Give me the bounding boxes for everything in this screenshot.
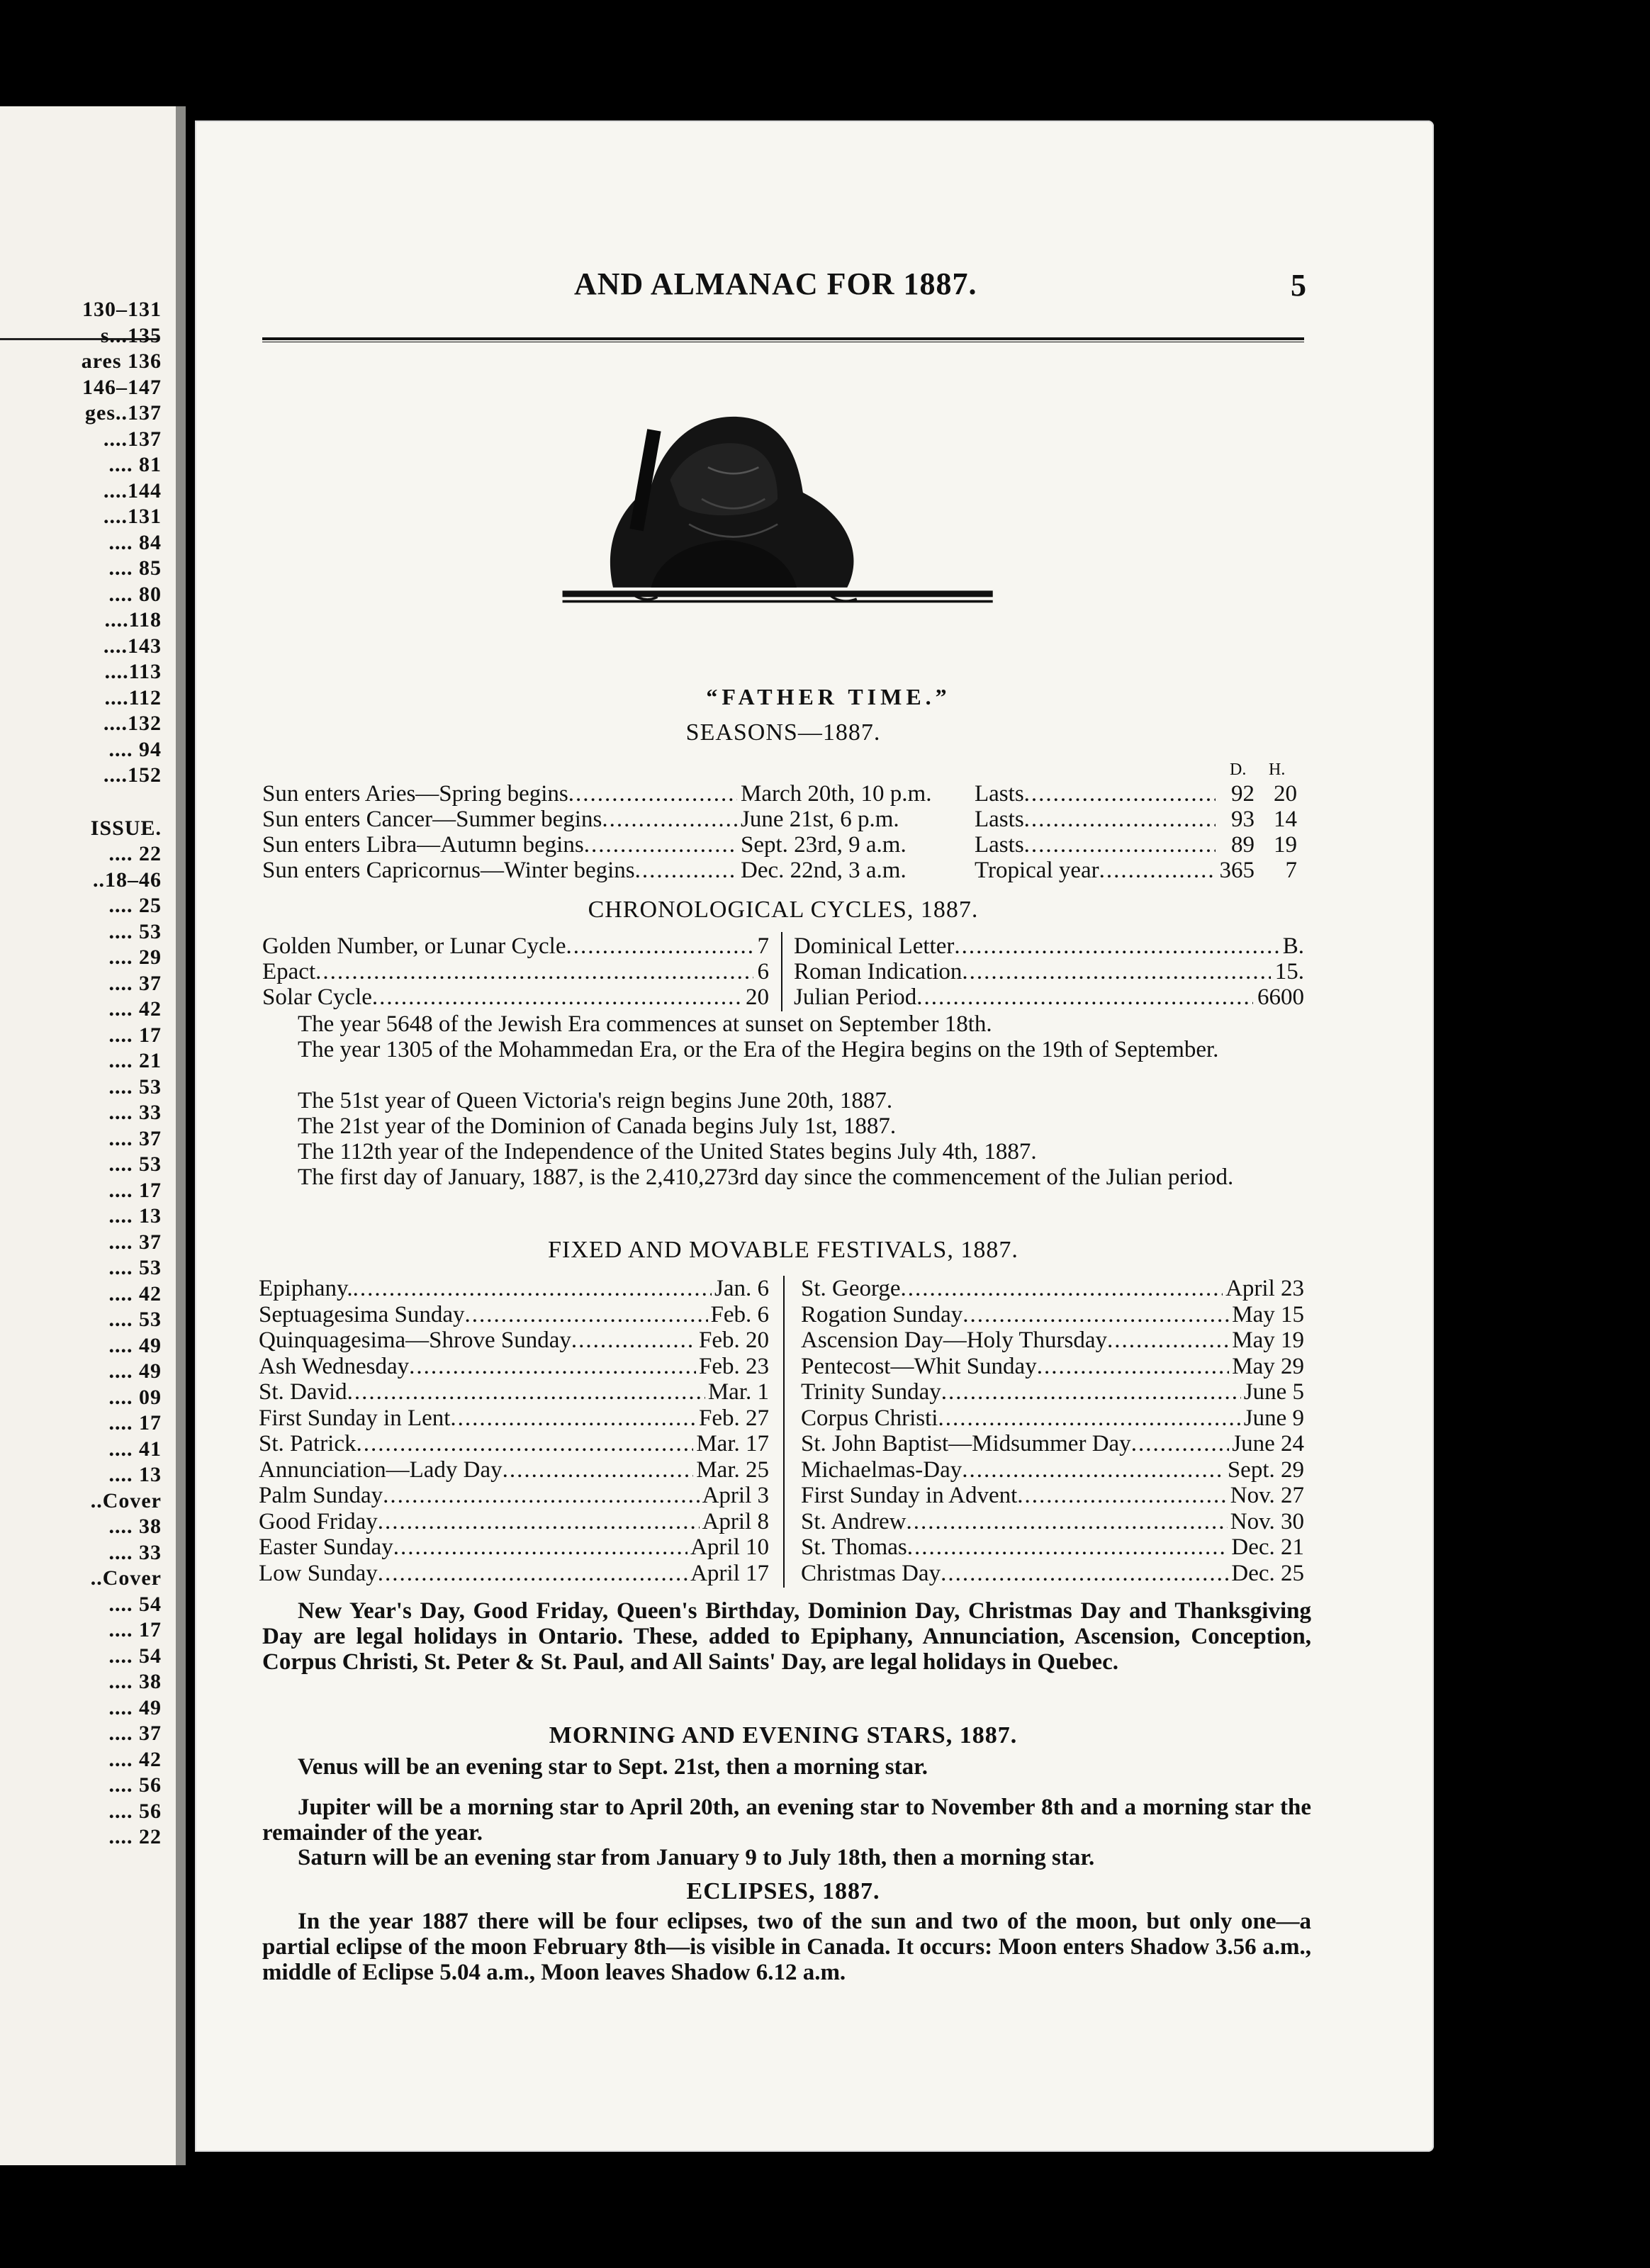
festival-name: Corpus Christi: [801, 1405, 938, 1431]
festival-row: [801, 1379, 1304, 1405]
leader-dots: [1037, 1354, 1230, 1379]
left-page-line: .... 33: [108, 1540, 162, 1564]
festival-row: [801, 1483, 1304, 1508]
festival-name: Trinity Sunday: [801, 1379, 941, 1405]
festival-row: [259, 1534, 769, 1560]
season-hours: 19: [1274, 832, 1297, 858]
festival-name: Easter Sunday: [259, 1534, 393, 1560]
festival-date: May 15: [1232, 1301, 1304, 1327]
festival-row: [259, 1276, 769, 1301]
cycle-row: [262, 984, 769, 1010]
festival-row: [801, 1302, 1304, 1327]
left-page-line: .... 38: [108, 1515, 162, 1538]
left-page-line: .... 37: [108, 1722, 162, 1745]
left-page-line: .... 56: [108, 1799, 162, 1823]
festival-date: Feb. 23: [699, 1353, 769, 1379]
left-page-line: .... 38: [108, 1670, 162, 1693]
festival-date: Feb. 6: [710, 1301, 769, 1327]
era-line: The year 1305 of the Mohammedan Era, or the Era of the Hegira begins on the 19th of September.: [298, 1037, 1219, 1062]
festival-name: Rogation Sunday: [801, 1301, 963, 1327]
festival-date: Nov. 27: [1230, 1483, 1304, 1508]
leader-dots: [357, 1431, 694, 1456]
cycle-label: Epact: [262, 959, 316, 984]
festival-name: St. David: [259, 1379, 347, 1405]
festival-date: Mar. 25: [696, 1456, 769, 1483]
festival-date: Nov. 30: [1230, 1508, 1304, 1534]
season-days: 365: [1219, 858, 1255, 883]
festival-date: Sept. 29: [1227, 1456, 1304, 1483]
leader-dots: [503, 1457, 694, 1483]
festival-date: April 8: [702, 1508, 769, 1534]
left-page-line: .... 49: [108, 1333, 162, 1357]
festival-name: Low Sunday: [259, 1560, 378, 1586]
festival-row: [801, 1405, 1304, 1431]
leader-dots: [962, 959, 1270, 984]
cycle-value: 6600: [1257, 984, 1304, 1010]
festival-name: Quinquagesima—Shrove Sunday: [259, 1327, 571, 1353]
festival-name: St. Andrew: [801, 1508, 907, 1534]
festival-name: Annunciation—Lady Day: [259, 1456, 503, 1483]
cycle-label: Julian Period: [794, 984, 917, 1010]
festival-name: First Sunday in Lent: [259, 1405, 451, 1431]
left-page-line: .... 42: [108, 1747, 162, 1771]
festival-date: April 23: [1225, 1276, 1304, 1301]
season-days: 93: [1231, 807, 1255, 832]
leader-dots: [635, 858, 737, 883]
left-page-line: ares 136: [81, 349, 162, 373]
era-line: The first day of January, 1887, is the 2,410,273rd day since the commencement of the Julian period.: [298, 1164, 1234, 1190]
leader-dots: [378, 1561, 688, 1586]
left-page-line: .... 53: [108, 1152, 162, 1176]
festival-name: St. George: [801, 1276, 901, 1301]
festival-date: May 19: [1232, 1327, 1304, 1353]
star-line: Venus will be an evening star to Sept. 21st, then a morning star.: [298, 1754, 928, 1780]
festival-row: [259, 1405, 769, 1431]
leader-dots: [372, 984, 741, 1010]
season-date: June 21st, 6 p.m.: [741, 807, 899, 832]
season-row: [262, 781, 737, 807]
left-page-line: .... 13: [108, 1204, 162, 1228]
leader-dots: [347, 1379, 705, 1405]
season-hours: 20: [1274, 781, 1297, 807]
left-page-line: ....152: [103, 763, 162, 787]
leader-dots: [962, 1457, 1225, 1483]
leader-dots: [602, 807, 737, 832]
left-page-line: .... 17: [108, 1411, 162, 1435]
left-page-line: .... 22: [108, 842, 162, 865]
festival-row: [801, 1534, 1304, 1560]
leader-dots: [315, 959, 753, 984]
left-page-line: .... 17: [108, 1618, 162, 1641]
seasons-col-h: H.: [1269, 760, 1286, 779]
seasons-title: SEASONS—1887.: [685, 719, 881, 746]
cycle-value: 7: [757, 933, 769, 959]
left-page-line: .... 37: [108, 971, 162, 995]
stars-title: MORNING AND EVENING STARS, 1887.: [549, 1722, 1018, 1748]
season-lasts-row: [975, 858, 1216, 883]
leader-dots: [962, 1302, 1229, 1327]
season-lasts-row: [975, 807, 1216, 832]
cycle-label: Solar Cycle: [262, 984, 372, 1010]
season-date: March 20th, 10 p.m.: [741, 781, 932, 807]
festival-date: Feb. 20: [699, 1327, 769, 1353]
festival-name: St. Patrick: [259, 1431, 357, 1456]
left-page-line: .... 21: [108, 1049, 162, 1072]
festival-date: June 5: [1243, 1379, 1304, 1405]
festival-row: [259, 1379, 769, 1405]
almanac-page: [195, 120, 1434, 2152]
left-page-line: s...135: [100, 323, 162, 347]
leader-dots: [353, 1276, 712, 1301]
left-page-line: .... 17: [108, 1178, 162, 1202]
festival-row: [801, 1276, 1304, 1301]
festival-name: Christmas Day: [801, 1560, 941, 1586]
left-page-line: ....132: [103, 712, 162, 735]
season-lasts-row: [975, 781, 1216, 807]
festival-row: [801, 1354, 1304, 1379]
festival-name: Michaelmas-Day: [801, 1456, 962, 1483]
left-page-line: .... 42: [108, 1281, 162, 1306]
star-line: Saturn will be an evening star from January 9 to July 18th, then a morning star.: [298, 1845, 1095, 1870]
left-page-line: .... 80: [108, 582, 162, 606]
festival-row: [801, 1431, 1304, 1456]
cycle-label: Roman Indication: [794, 959, 962, 984]
season-date: Sept. 23rd, 9 a.m.: [741, 832, 907, 858]
leader-dots: [1024, 807, 1216, 832]
left-page-line: .... 85: [108, 556, 162, 580]
left-page-line: ....137: [103, 427, 162, 451]
left-page-line: ..Cover: [90, 1488, 162, 1512]
cycle-value: 15.: [1274, 959, 1304, 984]
season-row: [262, 832, 737, 858]
left-page-line: .... 37: [108, 1230, 162, 1254]
eclipses-text: In the year 1887 there will be four eclipses, two of the sun and two of the moon, but only one—a partial eclipse of the moon February 8th—is visible in Canada. It occurs: Moon enters Shadow 3.56 a.m., middle of Eclipse 5.04 a.m., Moon leaves Shadow 6.12 a.m.: [262, 1909, 1311, 1985]
left-page-line: .... 53: [108, 1074, 162, 1099]
season-lasts-row: [975, 832, 1216, 858]
left-page-line: .... 17: [108, 1023, 162, 1047]
left-page-line: ....112: [104, 685, 162, 709]
leader-dots: [584, 832, 737, 858]
cycle-label: Golden Number, or Lunar Cycle: [262, 933, 566, 959]
festival-date: April 10: [690, 1534, 769, 1560]
festival-name: Palm Sunday: [259, 1483, 383, 1508]
festival-date: June 9: [1243, 1405, 1304, 1431]
left-page-line: .... 49: [108, 1359, 162, 1383]
era-line: The year 5648 of the Jewish Era commences at sunset on September 18th.: [298, 1011, 992, 1037]
season-row: [262, 807, 737, 832]
left-page-line: .... 49: [108, 1695, 162, 1719]
festival-row: [801, 1509, 1304, 1534]
season-days: 92: [1231, 781, 1255, 807]
leader-dots: [1017, 1483, 1228, 1508]
festival-date: Feb. 27: [699, 1405, 769, 1431]
seasons-col-d: D.: [1230, 760, 1247, 779]
cycle-row: [262, 933, 769, 959]
leader-dots: [954, 933, 1278, 959]
season-lasts: Lasts: [975, 781, 1024, 807]
festival-row: [801, 1327, 1304, 1353]
holidays-note: New Year's Day, Good Friday, Queen's Birthday, Dominion Day, Christmas Day and Thanksgiving Day are legal holidays in Ontario. These, added to Epiphany, Annunciation, Ascension, Conception, Corpus Christi, St. Peter & St. Paul, and All Saints' Day, are legal holidays in Quebec.: [262, 1598, 1311, 1675]
cycle-value: B.: [1282, 933, 1304, 959]
left-page-line: .... 41: [108, 1437, 162, 1461]
left-page-line: .... 29: [108, 945, 162, 969]
cycle-value: 20: [746, 984, 769, 1010]
festival-name: Ash Wednesday: [259, 1353, 410, 1379]
leader-dots: [409, 1354, 696, 1379]
festivals-divider: [783, 1276, 785, 1588]
left-page-line: .... 53: [108, 919, 162, 943]
festival-row: [259, 1327, 769, 1353]
left-page-line: ges..137: [85, 401, 162, 425]
eclipses-title: ECLIPSES, 1887.: [686, 1878, 880, 1904]
festival-date: Jan. 6: [714, 1276, 769, 1301]
left-page-line: .... 22: [108, 1825, 162, 1848]
festival-row: [259, 1509, 769, 1534]
leader-dots: [901, 1276, 1223, 1301]
leader-dots: [568, 781, 737, 807]
festival-date: April 3: [702, 1483, 769, 1508]
festival-date: Mar. 1: [707, 1379, 769, 1405]
festival-name: First Sunday in Advent: [801, 1483, 1018, 1508]
star-line: Jupiter will be a morning star to April 20th, an evening star to November 8th and a morning star the remainder of the year.: [262, 1795, 1311, 1846]
season-days: 89: [1231, 832, 1255, 858]
left-page-line: ....131: [103, 505, 162, 528]
festival-name: Epiphany.: [259, 1276, 353, 1301]
leader-dots: [566, 933, 753, 959]
festival-name: Good Friday: [259, 1508, 378, 1534]
left-page-line: .... 54: [108, 1644, 162, 1668]
era-line: The 112th year of the Independence of the United States begins July 4th, 1887.: [298, 1139, 1037, 1164]
season-hours: 7: [1285, 858, 1297, 883]
season-hours: 14: [1274, 807, 1297, 832]
era-line: The 51st year of Queen Victoria's reign begins June 20th, 1887.: [298, 1088, 893, 1113]
leader-dots: [1024, 832, 1216, 858]
festival-row: [259, 1483, 769, 1508]
cycle-row: [262, 959, 769, 984]
illustration-caption: “FATHER TIME.”: [706, 684, 951, 709]
left-page-line: .... 81: [108, 453, 162, 476]
festival-name: St. Thomas: [801, 1534, 907, 1560]
festival-row: [259, 1561, 769, 1586]
leader-dots: [1099, 858, 1216, 883]
header-rule: [262, 337, 1304, 342]
leader-dots: [393, 1534, 688, 1560]
festival-row: [801, 1457, 1304, 1483]
festival-row: [259, 1354, 769, 1379]
left-page-line: ....143: [103, 634, 162, 658]
season-label: Sun enters Libra—Autumn begins: [262, 832, 584, 858]
left-page-line: ....113: [104, 660, 162, 683]
festival-row: [801, 1561, 1304, 1586]
festival-name: Ascension Day—Holy Thursday: [801, 1327, 1107, 1353]
leader-dots: [916, 984, 1253, 1010]
left-page-line: .... 53: [108, 1256, 162, 1279]
left-page-line: .... 53: [108, 1308, 162, 1331]
left-page-fragment: [0, 106, 186, 2165]
festival-name: Septuagesima Sunday: [259, 1301, 465, 1327]
leader-dots: [907, 1509, 1228, 1534]
left-page-line: .... 13: [108, 1463, 162, 1486]
festival-date: May 29: [1232, 1353, 1304, 1379]
festivals-title: FIXED AND MOVABLE FESTIVALS, 1887.: [548, 1237, 1018, 1263]
left-page-line: .... 54: [108, 1592, 162, 1616]
season-lasts: Tropical year: [975, 858, 1099, 883]
cycle-value: 6: [757, 959, 769, 984]
season-label: Sun enters Cancer—Summer begins: [262, 807, 602, 832]
era-line: The 21st year of the Dominion of Canada begins July 1st, 1887.: [298, 1113, 897, 1139]
season-label: Sun enters Capricornus—Winter begins: [262, 858, 635, 883]
left-page-line: .... 25: [108, 894, 162, 917]
festival-row: [259, 1431, 769, 1456]
left-page-line: .... 09: [108, 1385, 162, 1409]
leader-dots: [1131, 1431, 1230, 1456]
season-lasts: Lasts: [975, 807, 1024, 832]
left-page-line: ..18–46: [93, 868, 162, 892]
left-page-line: ISSUE.: [90, 816, 162, 840]
season-lasts: Lasts: [975, 832, 1024, 858]
festival-name: St. John Baptist—Midsummer Day: [801, 1431, 1131, 1456]
left-page-line: ....118: [104, 608, 162, 631]
left-page-line: .... 84: [108, 530, 162, 554]
festival-date: Dec. 21: [1231, 1534, 1304, 1560]
festival-row: [259, 1457, 769, 1483]
festival-row: [259, 1302, 769, 1327]
cycles-title: CHRONOLOGICAL CYCLES, 1887.: [588, 897, 979, 923]
cycle-row: [794, 959, 1304, 984]
leader-dots: [1024, 781, 1216, 807]
left-page-line: ....144: [103, 478, 162, 503]
festival-date: Dec. 25: [1231, 1560, 1304, 1586]
cycles-divider: [781, 932, 782, 1011]
cycle-row: [794, 933, 1304, 959]
festival-name: Pentecost—Whit Sunday: [801, 1353, 1037, 1379]
festival-date: April 17: [690, 1560, 769, 1586]
leader-dots: [907, 1534, 1229, 1560]
leader-dots: [941, 1561, 1228, 1586]
running-head: AND ALMANAC FOR 1887.: [574, 266, 977, 301]
left-page-line: 130–131: [82, 298, 162, 321]
left-page-line: ..Cover: [90, 1566, 162, 1590]
leader-dots: [938, 1405, 1240, 1431]
leader-dots: [450, 1405, 696, 1431]
leader-dots: [378, 1509, 700, 1534]
leader-dots: [571, 1327, 696, 1353]
leader-dots: [465, 1302, 708, 1327]
season-label: Sun enters Aries—Spring begins: [262, 781, 568, 807]
left-page-line: .... 56: [108, 1773, 162, 1797]
festival-date: Mar. 17: [696, 1431, 769, 1456]
leader-dots: [1107, 1327, 1229, 1353]
page-number: 5: [1291, 268, 1306, 303]
leader-dots: [383, 1483, 699, 1508]
leader-dots: [941, 1379, 1241, 1405]
season-row: [262, 858, 737, 883]
cycle-row: [794, 984, 1304, 1010]
left-page-line: .... 33: [108, 1101, 162, 1124]
left-page-line: 146–147: [82, 375, 162, 399]
left-page-line: .... 42: [108, 997, 162, 1021]
season-date: Dec. 22nd, 3 a.m.: [741, 858, 907, 883]
cycle-label: Dominical Letter: [794, 933, 955, 959]
festival-date: June 24: [1232, 1431, 1304, 1456]
left-page-line: .... 94: [108, 737, 162, 761]
left-page-line: .... 37: [108, 1126, 162, 1150]
